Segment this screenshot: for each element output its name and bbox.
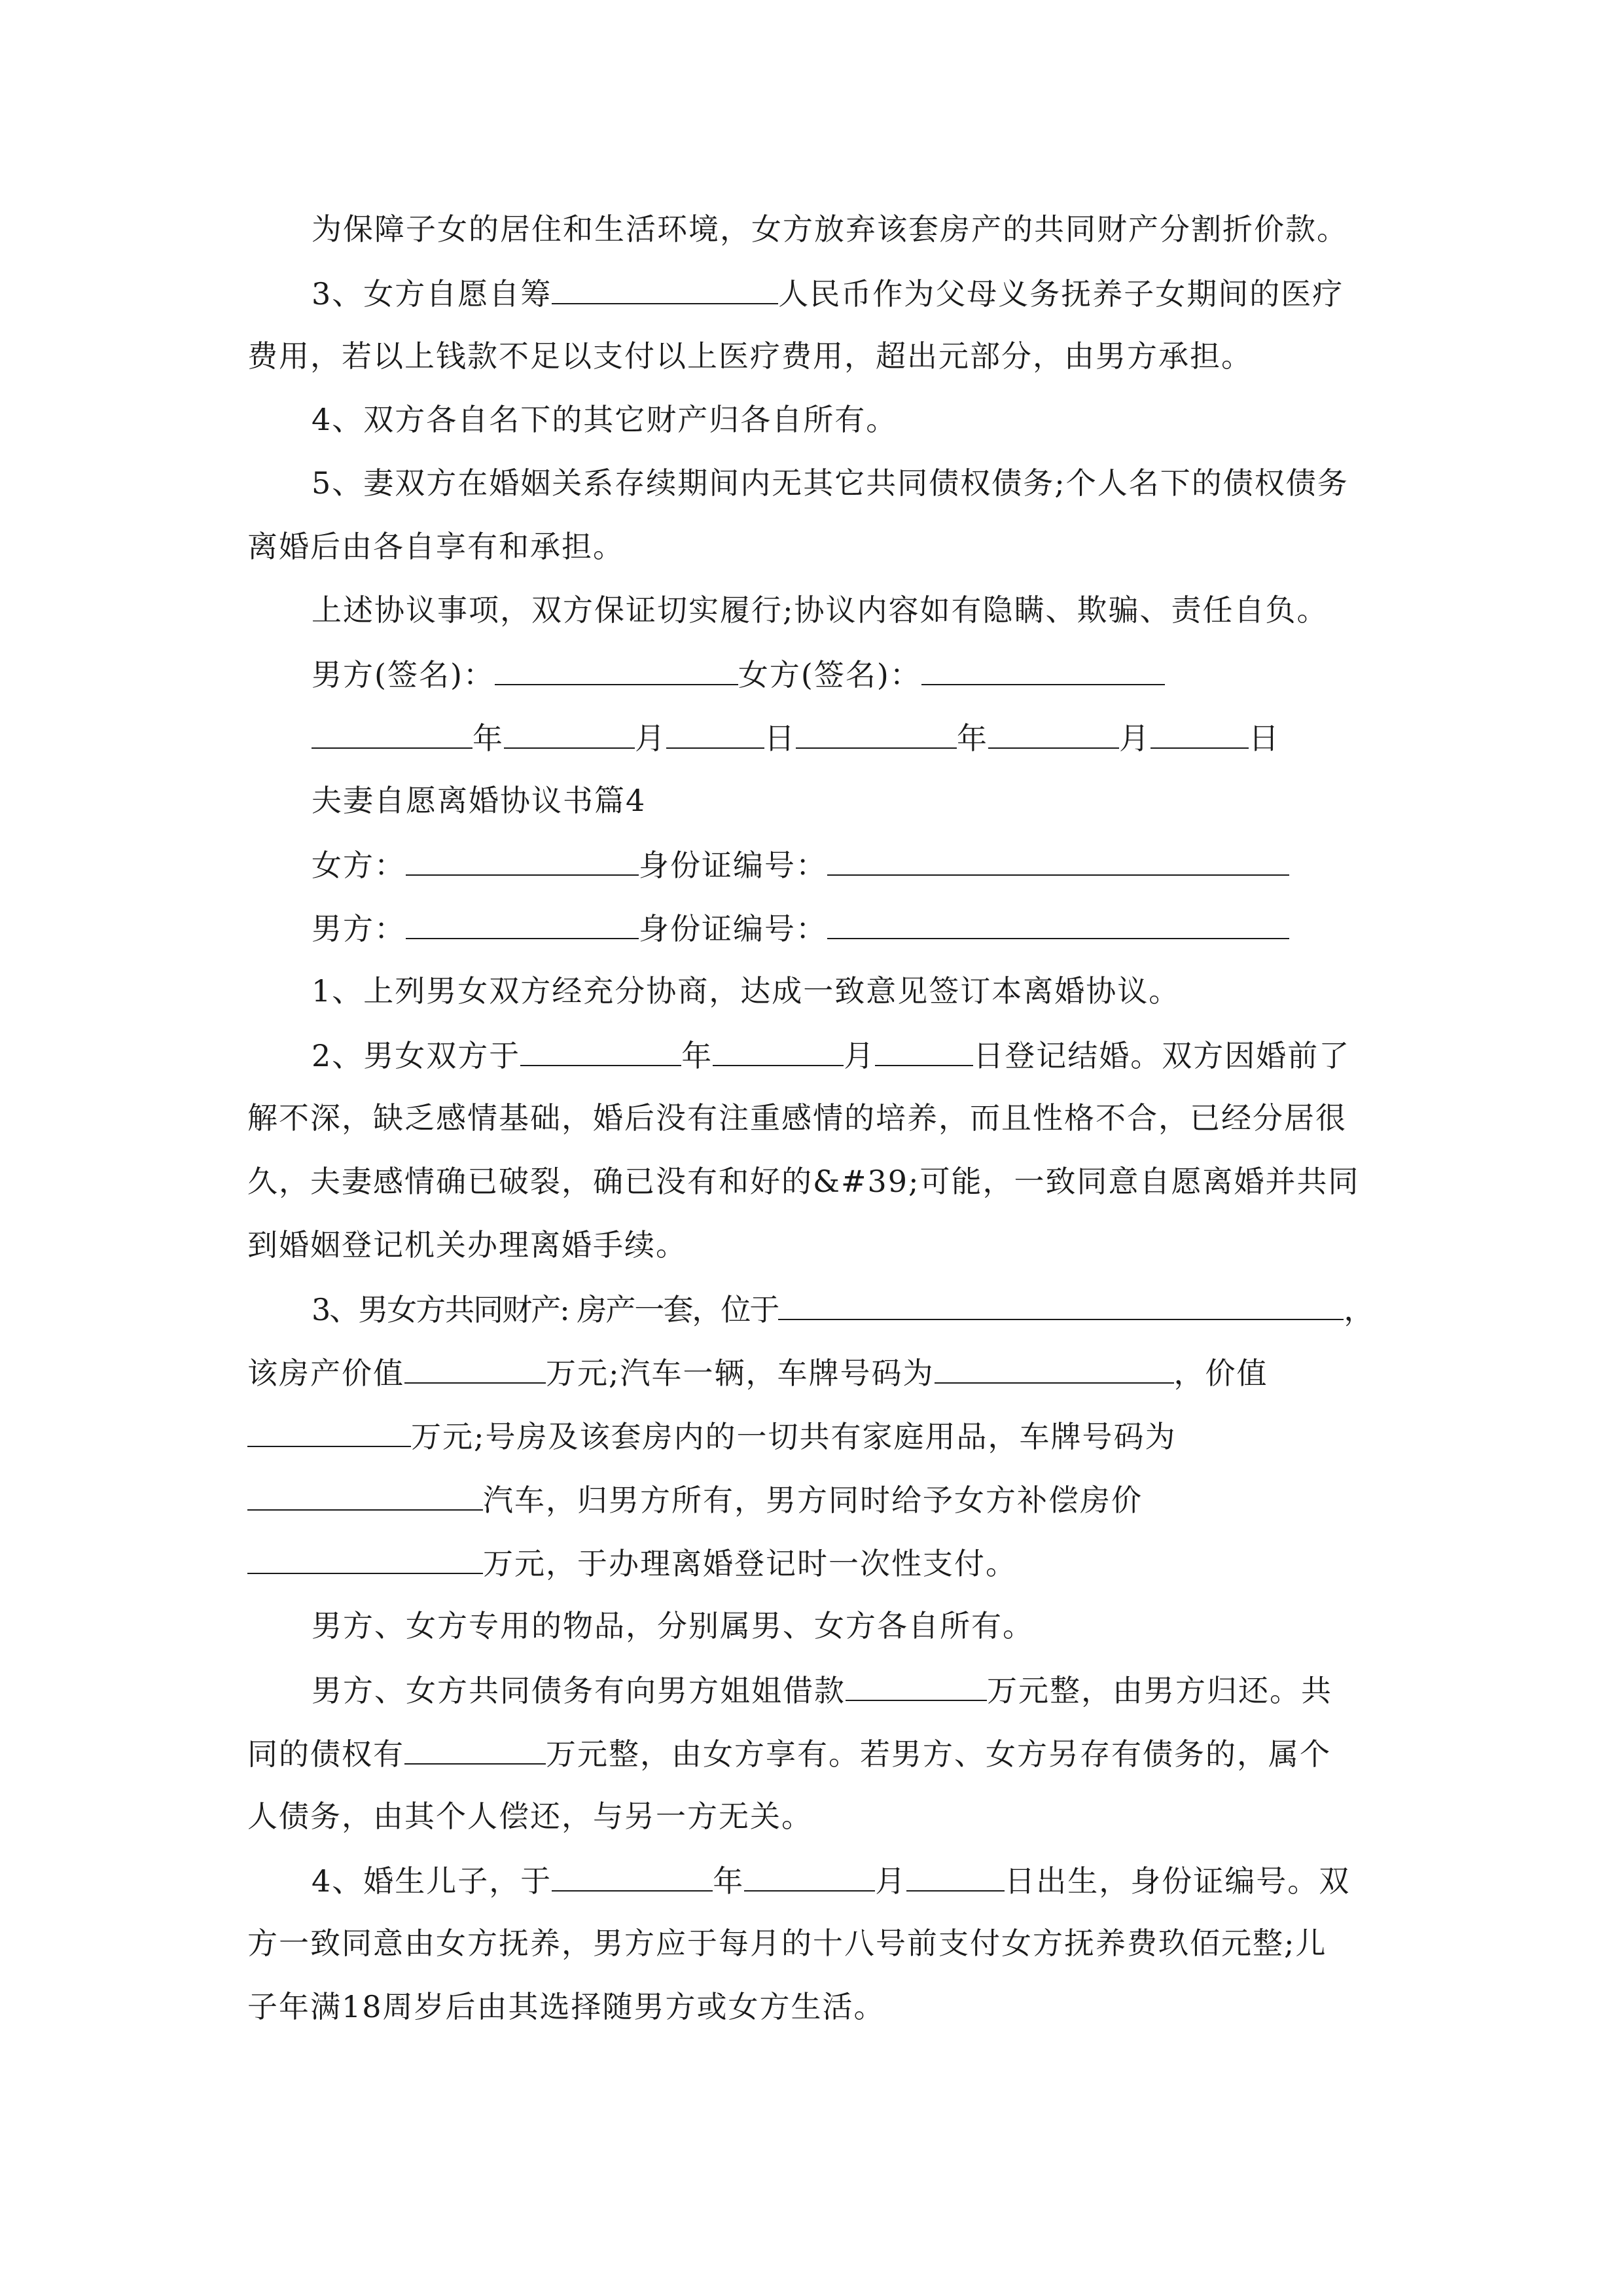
label-id-number: 身份证编号： — [639, 848, 827, 883]
month-blank[interactable] — [504, 717, 635, 749]
plate-number-blank[interactable] — [247, 1479, 483, 1511]
paragraph-line — [312, 1860, 1380, 1901]
text: 4、婚生儿子，于 — [312, 1863, 552, 1899]
text: 万元整，由男方归还。共 — [987, 1673, 1332, 1708]
text: 子年满18周岁后由其选择随男方或女方生活。 — [247, 1989, 885, 2024]
text: 3、男女方共同财产: 房产一套，位于 — [312, 1292, 779, 1327]
text: 万元;号房及该套房内的一切共有家庭用品，车牌号码为 — [411, 1419, 1177, 1454]
paragraph-line — [247, 1352, 1380, 1393]
section-title — [312, 781, 1380, 820]
paragraph-line — [247, 1797, 1380, 1836]
text: 日出生，身份证编号。双 — [1005, 1863, 1351, 1899]
text: ，价值 — [1173, 1355, 1268, 1391]
signature-line — [312, 654, 1380, 694]
month-label: 月 — [1119, 721, 1150, 756]
text: 人民币作为父母义务抚养子女期间的医疗 — [778, 276, 1344, 312]
label-male: 男方： — [312, 911, 406, 946]
month-blank[interactable] — [713, 1035, 844, 1066]
year-label: 年 — [473, 721, 504, 756]
female-id-blank[interactable] — [827, 844, 1289, 876]
month-label: 月 — [635, 721, 666, 756]
text: 该房产价值 — [247, 1355, 404, 1391]
party-line-male — [312, 908, 1380, 948]
month-blank[interactable] — [744, 1860, 875, 1892]
paragraph-line — [247, 1733, 1380, 1774]
text: 万元;汽车一辆，车牌号码为 — [546, 1355, 935, 1391]
date-line — [312, 717, 1380, 758]
text: 方一致同意由女方抚养，男方应于每月的十八号前支付女方抚养费玖佰元整;儿 — [247, 1926, 1327, 1961]
year-blank[interactable] — [796, 717, 957, 749]
text: 3、女方自愿自筹 — [312, 276, 552, 312]
year-blank[interactable] — [312, 717, 473, 749]
paragraph-line — [247, 527, 1380, 566]
text: 男方、女方专用的物品，分别属男、女方各自所有。 — [312, 1608, 1034, 1643]
text: 到婚姻登记机关办理离婚手续。 — [247, 1227, 687, 1263]
male-name-blank[interactable] — [406, 908, 639, 939]
text: 万元，于办理离婚登记时一次性支付。 — [483, 1546, 1017, 1581]
paragraph-line — [312, 400, 1380, 439]
text: 5、妻双方在婚姻关系存续期间内无其它共同债权债务;个人名下的债权债务 — [312, 465, 1349, 501]
day-blank[interactable] — [875, 1035, 973, 1066]
paragraph-line — [312, 1606, 1380, 1645]
text: 夫妻自愿离婚协议书篇4 — [312, 783, 647, 818]
year-blank[interactable] — [552, 1860, 713, 1892]
day-label: 日 — [1249, 721, 1280, 756]
car-value-blank[interactable] — [247, 1416, 411, 1447]
text: 离婚后由各自享有和承担。 — [247, 529, 624, 564]
female-name-blank[interactable] — [406, 844, 639, 876]
label-id-number: 身份证编号： — [639, 911, 827, 946]
paragraph-line — [247, 336, 1380, 376]
compensation-blank[interactable] — [247, 1543, 483, 1574]
day-blank[interactable] — [1150, 717, 1249, 749]
text: 1、上列男女双方经充分协商，达成一致意见签订本离婚协议。 — [312, 973, 1181, 1009]
text: 2、男女双方于 — [312, 1038, 521, 1073]
debt-amount-blank[interactable] — [846, 1670, 987, 1701]
year-label: 年 — [681, 1038, 713, 1073]
paragraph-line — [247, 1987, 1380, 2026]
party-line-female — [312, 844, 1380, 885]
property-value-blank[interactable] — [404, 1352, 546, 1384]
day-blank[interactable] — [666, 717, 764, 749]
paragraph-line — [247, 1416, 1380, 1456]
paragraph-line — [247, 1225, 1380, 1265]
male-id-blank[interactable] — [827, 908, 1289, 939]
male-signature-blank[interactable] — [495, 654, 738, 685]
label-male-signature: 男方(签名)： — [312, 657, 495, 692]
month-blank[interactable] — [988, 717, 1119, 749]
plate-number-blank[interactable] — [935, 1352, 1174, 1384]
text: 为保障子女的居住和生活环境，女方放弃该套房产的共同财产分割折价款。 — [312, 211, 1348, 247]
credit-amount-blank[interactable] — [404, 1733, 546, 1765]
year-blank[interactable] — [520, 1035, 681, 1066]
label-female-signature: 女方(签名)： — [738, 657, 921, 692]
paragraph-line — [247, 1098, 1380, 1138]
paragraph-line — [312, 971, 1380, 1011]
day-label: 日 — [764, 721, 796, 756]
female-signature-blank[interactable] — [921, 654, 1165, 685]
fill-blank[interactable] — [552, 273, 778, 304]
text: 男方、女方共同债务有向男方姐姐借款 — [312, 1673, 846, 1708]
month-label: 月 — [844, 1038, 876, 1073]
month-label: 月 — [875, 1863, 907, 1899]
text: 费用，若以上钱款不足以支付以上医疗费用，超出元部分，由男方承担。 — [247, 338, 1253, 374]
text: 久，夫妻感情确已破裂，确已没有和好的&#39;可能，一致同意自愿离婚并共同 — [247, 1164, 1360, 1199]
year-label: 年 — [713, 1863, 745, 1899]
paragraph-line — [312, 1035, 1380, 1075]
text: 万元整，由女方享有。若男方、女方另存有债务的，属个 — [546, 1736, 1331, 1772]
paragraph-line — [312, 1670, 1380, 1710]
paragraph-line — [247, 1479, 1380, 1520]
paragraph-line — [247, 1543, 1380, 1583]
text: ， — [1344, 1292, 1373, 1327]
paragraph-line — [312, 463, 1380, 503]
paragraph-line — [312, 1289, 1380, 1329]
text: 解不深，缺乏感情基础，婚后没有注重感情的培养，而且性格不合，已经分居很 — [247, 1100, 1347, 1136]
paragraph-line — [312, 273, 1380, 314]
text: 上述协议事项，双方保证切实履行;协议内容如有隐瞒、欺骗、责任自负。 — [312, 592, 1329, 628]
paragraph-line — [312, 209, 1380, 249]
text: 人债务，由其个人偿还，与另一方无关。 — [247, 1799, 813, 1834]
paragraph-line — [247, 1924, 1380, 1963]
day-blank[interactable] — [906, 1860, 1005, 1892]
label-female: 女方： — [312, 848, 406, 883]
text: 日登记结婚。双方因婚前了 — [973, 1038, 1351, 1073]
year-label: 年 — [957, 721, 988, 756]
text: 同的债权有 — [247, 1736, 404, 1772]
property-address-blank[interactable] — [778, 1289, 1344, 1320]
text: 4、双方各自名下的其它财产归各自所有。 — [312, 402, 898, 437]
text: 汽车，归男方所有，男方同时给予女方补偿房价 — [483, 1482, 1143, 1518]
paragraph-line — [247, 1162, 1380, 1201]
paragraph-line — [312, 590, 1380, 630]
